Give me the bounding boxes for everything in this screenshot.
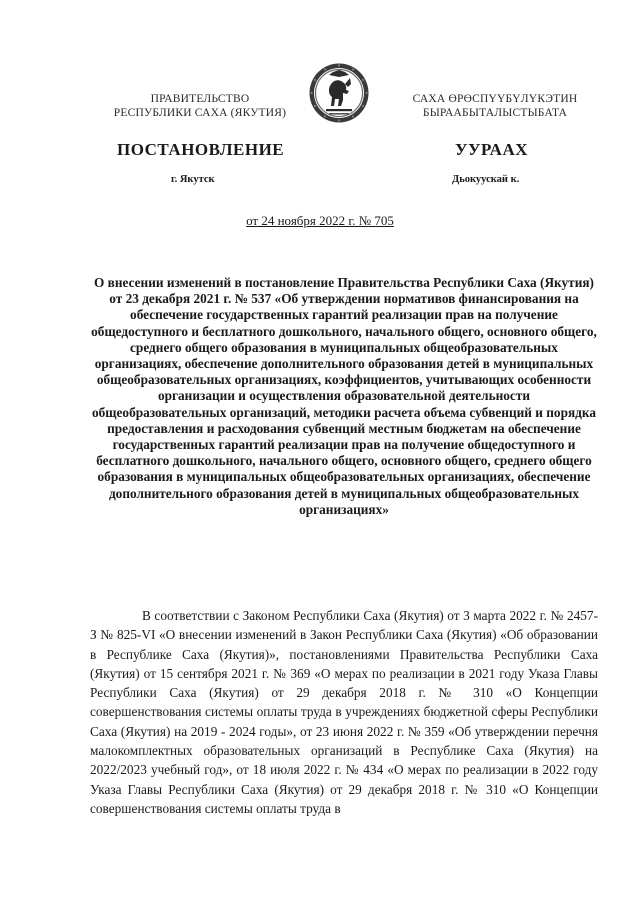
body-paragraph: В соответствии с Законом Республики Саха (Якутия) от 3 марта 2022 г. № 2457-З № 825-VI «О внесении изменений в Закон Республики Саха (Якутия) «Об образовании в Республике Саха (Якутия)», постановлениями Правительства Республики Саха (Якутия) от 15 сентября 2021 г. № 369 «О мерах по реализации в 2021 году Указа Главы Республики Саха (Якутия) от 29 декабря 2018 г. № 310 «О Концепции совершенствования системы оплаты труда в учреждениях бюджетной сферы Республики Саха (Якутия) на 2019 - 2024 годы», от 23 июня 2022 г. № 359 «Об утверждении перечня малокомплектных образовательных организаций в Республике Саха (Якутия) на 2022/2023 учебный год», от 18 июля 2022 г. № 434 «О мерах по реализации в 2022 году Указа Главы Республики Саха (Якутия) от 29 декабря 2018 г. № 310 «О Концепции совершенствования системы оплаты труда в	[90, 608, 598, 816]
government-name-sah-line2: БЫРААБЫТАЛЫСТЫБАТА	[422, 107, 568, 119]
government-name-ru	[100, 92, 300, 120]
government-name-ru-line1: ПРАВИТЕЛЬСТВО	[150, 93, 250, 105]
document-type-sah: УУРААХ	[455, 140, 528, 159]
decree-date-number: от 24 ноября 2022 г. № 705	[246, 213, 394, 228]
government-name-ru-line2: РЕСПУБЛИКИ САХА (ЯКУТИЯ)	[113, 107, 287, 119]
coat-of-arms-emblem-icon	[308, 62, 370, 124]
government-name-sah-line1: САХА ӨРӨСПYYБYЛYКЭТИН	[412, 93, 578, 105]
government-name-sah	[395, 92, 595, 120]
city-ru: г. Якутск	[171, 174, 215, 185]
decree-title: О внесении изменений в постановление Правительства Республики Саха (Якутия) от 23 декабря 2021 г. № 537 «Об утверждении нормативов финансирования на обеспечение государственных гарантий реализации прав на получение общедоступного и бесплатного дошкольного, начального общего, основного общего, среднего общего образования в муниципальных общеобразовательных организациях, обеспечение дополнительного образования детей в муниципальных общеобразовательных организациях, коэффициентов, учитывающих особенности организации и осуществления образовательной деятельности общеобразовательных организаций, методики расчета объема субвенций и порядка предоставления и расходования субвенций местным бюджетам на обеспечение государственных гарантий реализации прав на получение общедоступного и бесплатного дошкольного, начального общего, основного общего, среднего общего образования в муниципальных общеобразовательных организациях, обеспечение дополнительного образования детей в муниципальных общеобразовательных организациях»	[91, 275, 597, 517]
document-type-ru: ПОСТАНОВЛЕНИЕ	[117, 140, 285, 159]
city-sah: Дьокуускай к.	[452, 174, 520, 185]
decree-body	[90, 606, 598, 818]
decree-date-number-line	[0, 213, 640, 229]
